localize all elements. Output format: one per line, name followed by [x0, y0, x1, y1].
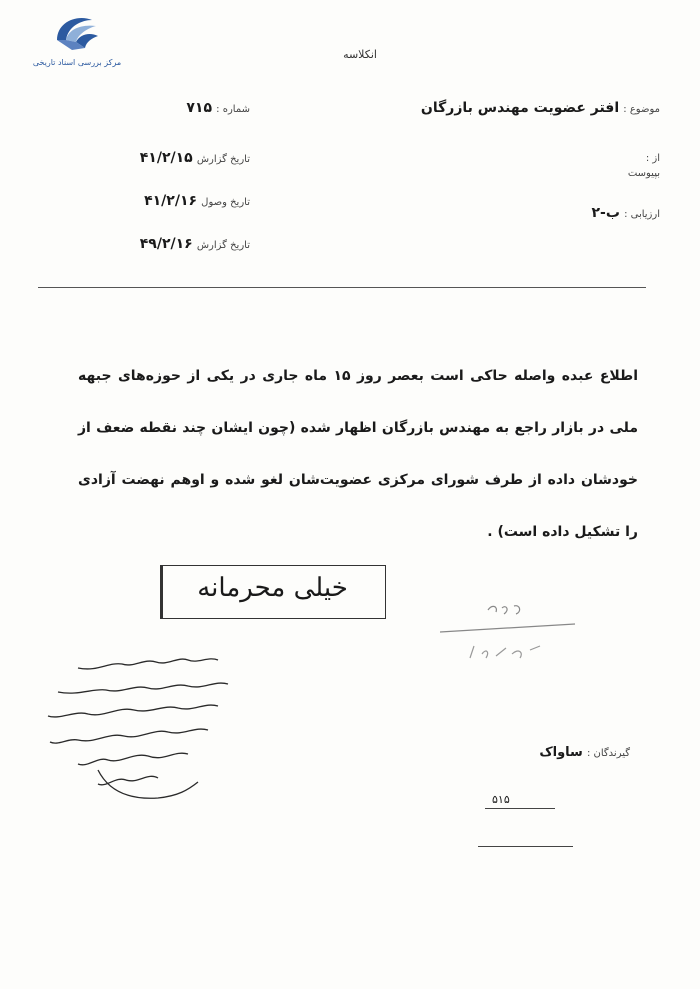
recipients-code: ۵۱۵ [492, 793, 510, 806]
archive-logo [22, 12, 122, 72]
classification-header: انکلاسه [343, 48, 377, 61]
classification-stamp-text: خیلی محرمانه [197, 573, 348, 603]
date-sent-label: تاریخ گزارش [196, 154, 250, 165]
recipients-underline [485, 808, 555, 809]
to-sub-label: بپیوست [627, 168, 660, 179]
to-field [628, 150, 660, 180]
date-received-label: تاریخ وصول [201, 197, 250, 208]
recipients-value: ساواک [539, 745, 583, 760]
to-label: از : [645, 153, 660, 164]
date-filed-field [140, 236, 250, 252]
date-sent-field [140, 150, 250, 166]
date-sent-value: ۴۱/۲/۱۵ [139, 150, 193, 166]
source-field [591, 205, 660, 221]
date-received-field [144, 193, 250, 209]
date-received-value: ۴۱/۲/۱۶ [144, 193, 198, 209]
date-filed-label: تاریخ گزارش [196, 240, 250, 251]
recipients-baseline [478, 846, 573, 847]
subject-value: افتر عضویت مهندس بازرگان [420, 100, 620, 116]
number-label: شماره : [216, 104, 250, 115]
header-divider [38, 287, 646, 288]
date-filed-value: ۴۹/۲/۱۶ [139, 236, 193, 252]
report-body: اطلاع عبده واصله حاکی است بعصر روز ۱۵ ماه جاری در یکی از حوزه‌های جبهه ملی در بازار راجع به مهندس بازرگان اظهار شده (چون ایشان چند نقطه ضعف از خودشان داده از طرف شورای مرکزی عضویت‌شان لغو شده و اوهم نهضت آزادی را تشکیل داده است) . [78, 368, 639, 540]
handwritten-note [38, 650, 238, 820]
source-value: ب-۲ [591, 205, 620, 221]
recipients-label: گیرندگان : [586, 748, 630, 759]
source-label: ارزیابی : [624, 209, 660, 220]
subject-label: موضوع : [623, 104, 660, 115]
archive-logo-text: مرکز بررسی اسناد تاریخی [32, 58, 122, 67]
recipients-field [539, 745, 630, 760]
pencil-annotation [440, 592, 580, 672]
number-value: ۷۱۵ [186, 100, 213, 116]
subject-field [421, 100, 660, 116]
number-field [186, 100, 250, 116]
archive-logo-icon [52, 12, 102, 56]
